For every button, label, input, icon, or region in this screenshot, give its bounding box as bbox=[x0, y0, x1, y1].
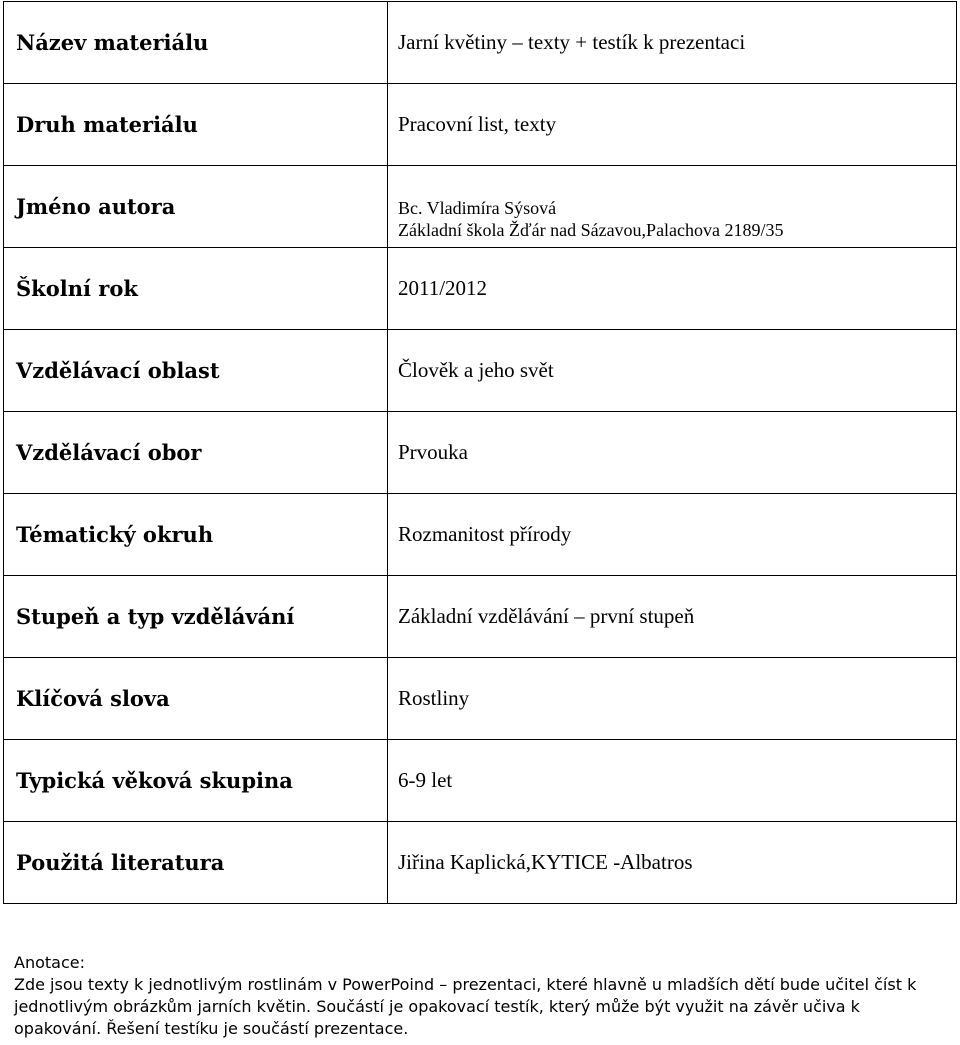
row-label: Stupeň a typ vzdělávání bbox=[4, 576, 388, 658]
table-row bbox=[4, 84, 957, 166]
row-value: 2011/2012 bbox=[388, 248, 957, 330]
row-value: Rostliny bbox=[388, 658, 957, 740]
row-value bbox=[388, 166, 957, 248]
annotation-text: Zde jsou texty k jednotlivým rostlinám v PowerPoind – prezentaci, které hlavně u mladších dětí bude učitel číst k jednotlivým obrázkům jarních květin. Součástí je opakovací testík, který může být využit na závěr učiva k opakování. Řešení testíku je součástí prezentace. bbox=[14, 975, 917, 1038]
table-row bbox=[4, 740, 957, 822]
table-row bbox=[4, 166, 957, 248]
row-label: Použitá literatura bbox=[4, 822, 388, 904]
row-label: Vzdělávací obor bbox=[4, 412, 388, 494]
row-value: 6-9 let bbox=[388, 740, 957, 822]
row-value: Jarní květiny – texty + testík k prezentaci bbox=[388, 2, 957, 84]
table-row bbox=[4, 658, 957, 740]
row-value: Člověk a jeho svět bbox=[388, 330, 957, 412]
row-label: Jméno autora bbox=[4, 166, 388, 248]
table-row bbox=[4, 248, 957, 330]
row-label: Druh materiálu bbox=[4, 84, 388, 166]
row-value: Rozmanitost přírody bbox=[388, 494, 957, 576]
row-value: Základní vzdělávání – první stupeň bbox=[388, 576, 957, 658]
row-value: Jiřina Kaplická,KYTICE -Albatros bbox=[388, 822, 957, 904]
row-label: Tématický okruh bbox=[4, 494, 388, 576]
row-label: Vzdělávací oblast bbox=[4, 330, 388, 412]
row-label: Název materiálu bbox=[4, 2, 388, 84]
material-info-table bbox=[3, 1, 957, 904]
table-row bbox=[4, 330, 957, 412]
row-value: Prvouka bbox=[388, 412, 957, 494]
author-name: Bc. Vladimíra Sýsová bbox=[398, 197, 557, 218]
annotation-heading: Anotace: bbox=[14, 953, 85, 972]
table-row bbox=[4, 2, 957, 84]
table-row bbox=[4, 576, 957, 658]
author-school: Základní škola Žďár nad Sázavou,Palachova 2189/35 bbox=[398, 219, 784, 240]
row-label: Klíčová slova bbox=[4, 658, 388, 740]
row-label: Typická věková skupina bbox=[4, 740, 388, 822]
table-row bbox=[4, 822, 957, 904]
annotation-section bbox=[14, 952, 949, 1040]
table-row bbox=[4, 494, 957, 576]
row-label: Školní rok bbox=[4, 248, 388, 330]
table-row bbox=[4, 412, 957, 494]
row-value: Pracovní list, texty bbox=[388, 84, 957, 166]
